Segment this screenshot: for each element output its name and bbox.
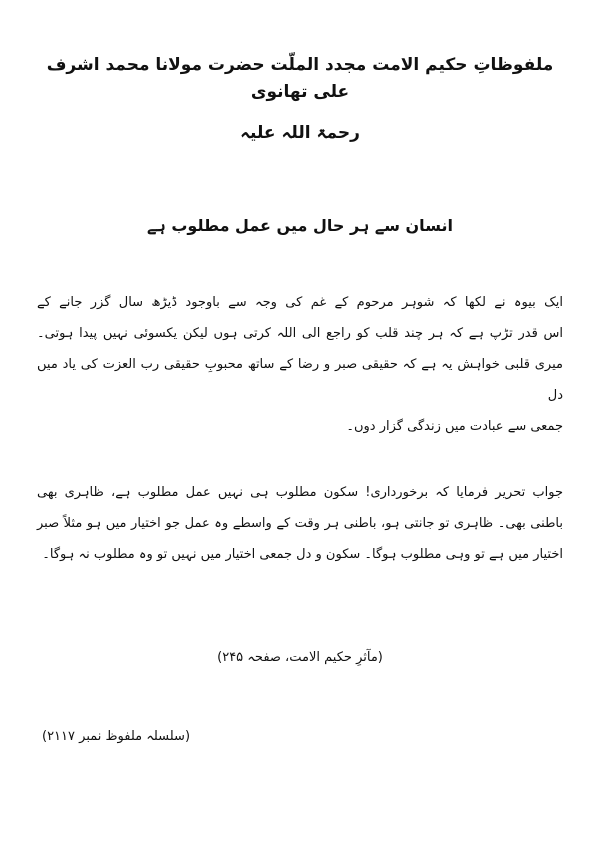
paragraph-line: اختیار میں ہے تو وہی مطلوب ہوگا۔ سکون و دل جمعی اختیار میں نہیں تو وہ مطلوب نہ ہوگا۔ bbox=[42, 546, 563, 562]
paragraph-line: جمعی سے عبادت میں زندگی گزار دوں۔ bbox=[346, 419, 563, 435]
paragraph-line: باطنی بھی۔ ظاہری تو جانتی ہو، باطنی ہر وقت کے واسطے وہ عمل جو اختیار میں ہو مثلاً صبر bbox=[37, 515, 563, 531]
series-number: (سلسلہ ملفوظ نمبر ۲۱۱۷) bbox=[42, 729, 191, 745]
section-heading: انسان سے ہر حال میں عمل مطلوب ہے bbox=[147, 215, 453, 235]
source-citation: (مآثرِ حکیم الامت، صفحہ ۲۴۵) bbox=[217, 650, 383, 666]
document-title-line2: رحمۃ اللہ علیہ bbox=[240, 123, 360, 144]
document-title-line1: ملفوظاتِ حکیم الامت مجدد الملّت حضرت مولانا محمد اشرف علی تھانوی bbox=[46, 55, 554, 103]
paragraph-line: ایک بیوہ نے لکھا کہ شوہر مرحوم کے غم کی وجہ سے باوجود ڈیڑھ سال گزر جانے کے bbox=[37, 294, 563, 310]
footer-row bbox=[37, 725, 563, 744]
paragraph-line: جواب تحریر فرمایا کہ برخورداری! سکون مطلوب ہی نہیں عمل مطلوب ہے، ظاہری بھی bbox=[37, 484, 563, 500]
paragraph-line: اس قدر تڑپ ہے کہ ہر چند قلب کو راجع الی اللہ کرتی ہوں لیکن یکسوئی نہیں پیدا ہوتی۔ bbox=[37, 325, 563, 341]
paragraph-line: میری قلبی خواہش یہ ہے کہ حقیقی صبر و رضا کے ساتھ محبوبِ حقیقی رب العزت کی یاد میں دل bbox=[37, 356, 563, 404]
question-paragraph bbox=[37, 287, 563, 443]
answer-paragraph bbox=[37, 477, 563, 571]
